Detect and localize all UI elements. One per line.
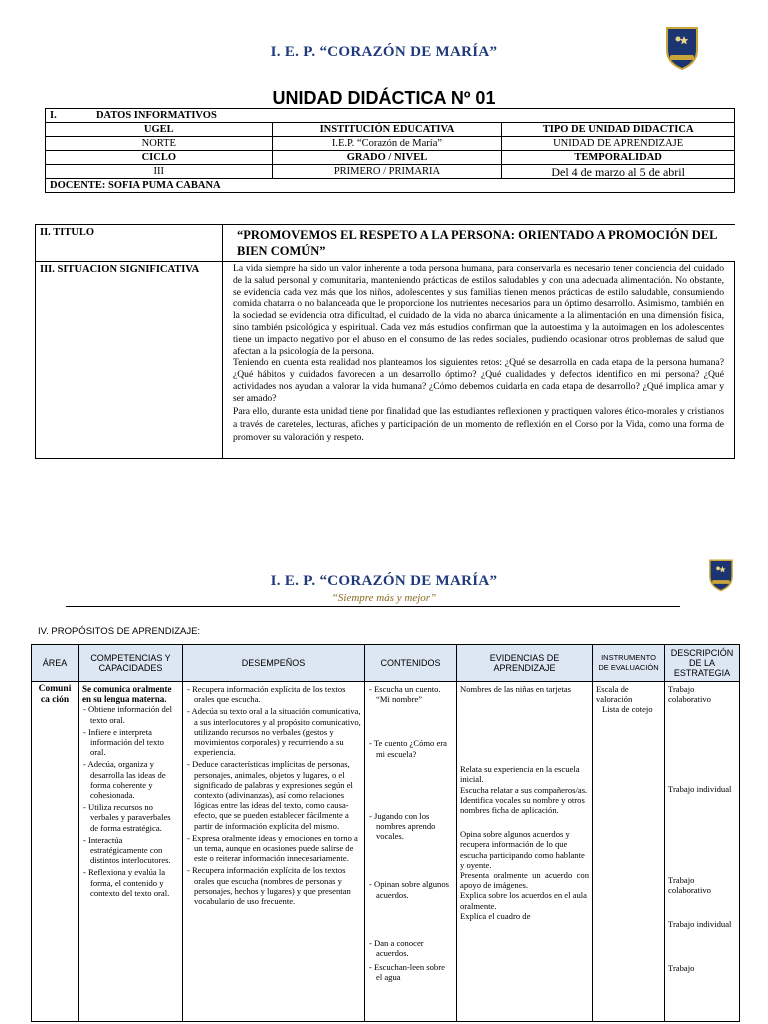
col-evidencias: EVIDENCIAS DE APRENDIZAJE [457,645,593,682]
col-contenidos: CONTENIDOS [365,645,457,682]
situacion-paragraph: La vida siempre ha sido un valor inherente a toda persona humana, para conservarla es necesario tener conciencia del cuidado de la salud personal y comunitaria, manteniendo prácticas de estilos saludables y con una adecuada alimentación. No obstante, se evidencia cada vez más que los niños, adolescentes y sus familias tienen menos prácticas de estilo saludable, consumiendo comida chatarra o no balanceada que le proporcione los nutrientes necesarios para un óptimo desarrollo. Asimismo, también en la sociedad se evidencia otra dificultad, el cuidado de la vida no abarca únicamente a la alimentación en una dimensión física, sino también psicológica y espiritual. Cada vez más estudios confirman que la autoestima y la autoimagen en los adolescentes tiene un impacto negativo por el abuso en el consumo de las redes sociales, pudiendo ocasionar otros problemas de salud que afectan a la psicología de la persona. [233,263,724,357]
estrategia-item: Trabajo colaborativo [668,684,711,705]
datos-section-header: I. DATOS INFORMATIVOS [46,109,735,123]
instrumento-item: Lista de cotejo [602,704,653,715]
list-item: - Utiliza recursos no verbales y paraverbales de forma estratégica. [90,802,179,833]
header-tipo-unidad: TIPO DE UNIDAD DIDACTICA [502,123,735,137]
situacion-text [223,262,735,459]
list-item: - Adecúa su texto oral a la situación comunicativa, a sus interlocutores y al propósito comunicativo, utilizando recursos no verbales (gestos y movimientos corporales) y recurriendo a su experiencia. [194,706,361,757]
list-item: - Escuchan-leen sobre el agua [376,962,453,982]
area-cell: Comuni ca ción [32,682,79,1022]
evidencia-item: Opina sobre algunos acuerdos y recupera información de lo que escucha participando como hablante y oyente. [460,829,585,870]
docente: DOCENTE: SOFIA PUMA CABANA [46,179,735,193]
instrumentos-cell [593,682,665,1022]
desempenos-cell [183,682,365,1022]
unit-title: UNIDAD DIDÁCTICA Nº 01 [272,88,496,108]
list-item: - Te cuento ¿Cómo era mi escuela? [376,738,453,758]
evidencia-item: Explica sobre los acuerdos en el aula oralmente. [460,890,587,911]
school-motto: “Siempre más y mejor” [331,592,437,604]
header-institucion: INSTITUCIÓN EDUCATIVA [272,123,502,137]
titulo-label: II. TITULO [36,225,223,262]
list-item: - Deduce características implícitas de personas, personajes, animales, objetos y lugares, o el significado de palabras y expresiones según el contexto (adivinanzas), así como relaciones lógicas entre las ideas del texto, como causa-efecto, que se pueden establecer fácilmente a partir de información explícita del mismo. [194,759,361,830]
evidencia-item: Identifica vocales su nombre y otros nombres ficha de aplicación. [460,794,585,816]
value-institucion: I.E.P. “Corazón de María” [272,137,502,151]
col-area: ÁREA [32,645,79,682]
col-instrumento: INSTRUMENTO DE EVALUACIÓN [593,645,665,682]
header-grado: GRADO / NIVEL [272,151,502,165]
evidencia-item: Presenta oralmente un acuerdo con apoyo de imágenes. [460,870,589,891]
estrategia-item: Trabajo colaborativo [668,874,711,895]
list-item: - Adecúa, organiza y desarrolla las ideas de forma coherente y cohesionada. [90,759,179,800]
school-name-page2: I. E. P. “CORAZÓN DE MARÍA” [270,573,498,589]
propositos-label: IV. PROPÓSITOS DE APRENDIZAJE: [38,626,201,637]
school-crest-icon [706,558,736,592]
value-ciclo: III [46,165,273,179]
list-item: - Recupera información explícita de los textos orales que escucha. [194,684,361,704]
list-item: - Dan a conocer acuerdos. [376,938,453,958]
capacidades-list [82,704,179,898]
contenidos-cell [365,682,457,1022]
list-item: - Opinan sobre algunos acuerdos. [376,879,453,899]
estrategia-item: Trabajo [668,963,695,974]
evidencia-item: Nombres de las niñas en tarjetas [460,684,571,694]
header-ciclo: CICLO [46,151,273,165]
titulo-text: “PROMOVEMOS EL RESPETO A LA PERSONA: ORIENTADO A PROMOCIÓN DEL BIEN COMÚN” [223,225,735,262]
header-temporalidad: TEMPORALIDAD [502,151,735,165]
list-item: - Obtiene información del texto oral. [90,704,179,724]
value-grado: PRIMERO / PRIMARIA [272,165,502,179]
situacion-paragraph: Para ello, durante esta unidad tiene por finalidad que las estudiantes reflexionen y practiquen valores ético-morales y cristianos a través de careteles, lecturas, afiches y participación de un momento de reflexión en el Corso por la Vida, como una forma de promover su valoración y respeto. [233,405,724,443]
evidencia-item: Escucha relatar a sus compañeros/as. [460,784,588,795]
situacion-paragraph: Teniendo en cuenta esta realidad nos planteamos los siguientes retos: ¿Qué se desarrolla en cada etapa de la persona humana? ¿Qué hábitos y cuidados favorecen a un desarrollo óptimo? ¿Qué cualidades y defectos identifico en mi persona? ¿Qué actividades nos ayudan a valorar la vida humana? ¿Cómo debemos cuidarla en cada etapa de desarrollo? ¿Qué implica amar y ser amado? [233,357,724,404]
value-ugel: NORTE [46,137,273,151]
datos-informativos-table [45,108,735,193]
estrategia-item: Trabajo individual [668,784,732,795]
divider [66,606,680,607]
school-name: I. E. P. “CORAZÓN DE MARÍA” [270,44,498,60]
estrategias-cell [665,682,740,1022]
competencias-cell [79,682,183,1022]
value-temporalidad: Del 4 de marzo al 5 de abril [502,165,735,179]
propositos-table [31,644,740,1022]
header-ugel: UGEL [46,123,273,137]
value-tipo-unidad: UNIDAD DE APRENDIZAJE [502,137,735,151]
col-competencias: COMPETENCIAS Y CAPACIDADES [79,645,183,682]
school-crest-icon [664,25,700,71]
titulo-situacion-table [35,224,735,459]
evidencias-cell [457,682,593,1022]
situacion-label: III. SITUACION SIGNIFICATIVA [36,262,223,459]
list-item: - Jugando con los nombres aprendo vocales. [376,811,453,842]
list-item: - Reflexiona y evalúa la forma, el contenido y contexto del texto oral. [90,867,179,898]
list-item: - Recupera información explícita de los textos orales que escucha (nombres de personas y personajes, hechos y lugares) y que presentan vocabulario de uso frecuente. [194,865,361,906]
col-desempenos: DESEMPEÑOS [183,645,365,682]
evidencia-item: Explica el cuadro de [460,910,531,921]
col-estrategia: DESCRIPCIÓN DE LA ESTRATEGIA [665,645,740,682]
list-item: - Escucha un cuento. “Mi nombre” [376,684,453,704]
list-item: - Expresa oralmente ideas y emociones en torno a un tema, aunque en ocasiones puede salirse de este o reiterar información innecesariamente. [194,833,361,864]
instrumento-item: Escala de valoración [596,684,633,705]
competencia-title: Se comunica oralmente en su lengua materna. [82,684,172,705]
evidencia-item: Relata su experiencia en la escuela inicial. [460,764,580,785]
desempenos-list [186,684,361,906]
contenidos-list [368,684,453,983]
list-item: - Infiere e interpreta información del texto oral. [90,727,179,758]
estrategia-item: Trabajo individual [668,919,732,930]
list-item: - Interactúa estratégicamente con distintos interlocutores. [90,835,179,866]
